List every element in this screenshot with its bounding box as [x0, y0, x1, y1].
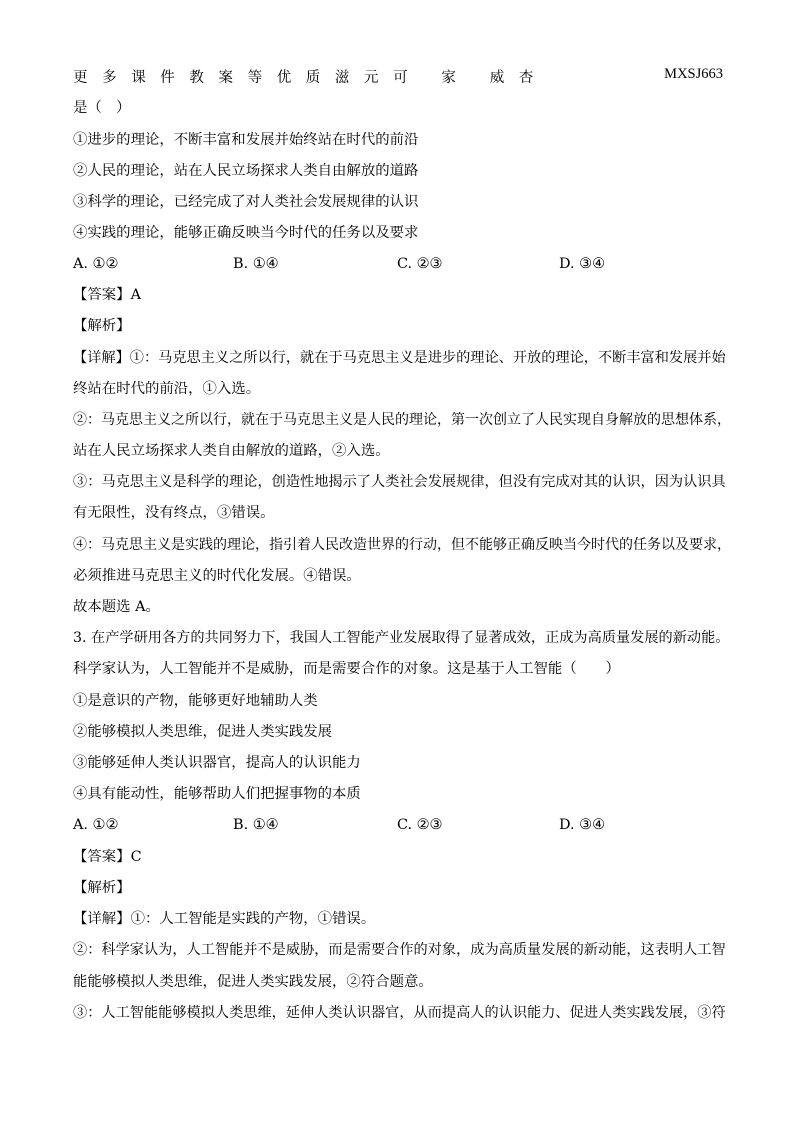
- header-code: MXSJ663: [664, 66, 723, 82]
- page-header: [73, 66, 723, 86]
- q3-detail-line-3: 能能够模拟人类思维，促进人类实践发展，②符合题意。: [73, 974, 433, 990]
- q2-option-d: D. ③④: [559, 256, 605, 272]
- q3-option-d: D. ③④: [559, 817, 605, 833]
- q2-item-4: ④实践的理论，能够正确反映当今时代的任务以及要求: [73, 225, 419, 241]
- q3-options: [73, 815, 733, 835]
- q2-item-3: ③科学的理论，已经完成了对人类社会发展规律的认识: [73, 194, 419, 210]
- q2-options: [73, 254, 733, 274]
- q2-item-2: ②人民的理论，站在人民立场探求人类自由解放的道路: [73, 163, 419, 179]
- q3-option-a: A. ①②: [73, 817, 119, 833]
- q2-detail-line-4: 站在人民立场探求人类自由解放的道路，②入选。: [73, 443, 390, 459]
- q2-conclusion: 故本题选 A。: [73, 599, 160, 615]
- q2-detail-line-5: ③：马克思主义是科学的理论，创造性地揭示了人类社会发展规律，但没有完成对其的认识，因为认识具: [73, 474, 726, 490]
- q2-option-a: A. ①②: [73, 256, 119, 272]
- q3-item-1: ①是意识的产物，能够更好地辅助人类: [73, 693, 318, 709]
- q3-detail-line-1: 【详解】①：人工智能是实践的产物，①错误。: [73, 911, 376, 927]
- q3-stem-line-1: 3. 在产学研用各方的共同努力下，我国人工智能产业发展取得了显著成效，正成为高质量发展的新动能。: [73, 630, 730, 646]
- q2-item-1: ①进步的理论，不断丰富和发展并始终站在时代的前沿: [73, 132, 419, 148]
- q2-detail-line-8: 必须推进马克思主义的时代化发展。④错误。: [73, 568, 361, 584]
- q2-analysis-heading: 【解析】: [73, 318, 131, 334]
- q2-option-c: C. ②③: [397, 256, 443, 272]
- q3-option-c: C. ②③: [397, 817, 443, 833]
- q3-detail-line-2: ②：科学家认为，人工智能并不是威胁，而是需要合作的对象，成为高质量发展的新动能，这表明人工智: [73, 942, 726, 958]
- q3-stem-line-2: 科学家认为，人工智能并不是威胁，而是需要合作的对象。这是基于人工智能（ ）: [73, 661, 620, 677]
- q2-answer: 【答案】A: [73, 287, 141, 303]
- q2-option-b: B. ①④: [233, 256, 279, 272]
- q2-detail-line-3: ②：马克思主义之所以行，就在于马克思主义是人民的理论，第一次创立了人民实现自身解放的思想体系，: [73, 412, 731, 428]
- q3-answer: 【答案】C: [73, 849, 142, 865]
- q2-stem-tail: 是（ ）: [73, 100, 131, 116]
- q2-detail-line-6: 有无限性，没有终点，③错误。: [73, 505, 275, 521]
- q3-item-4: ④具有能动性，能够帮助人们把握事物的本质: [73, 786, 361, 802]
- q2-detail-line-2: 终站在时代的前沿，①入选。: [73, 381, 261, 397]
- q3-item-3: ③能够延伸人类认识器官，提高人的认识能力: [73, 755, 361, 771]
- q2-detail-line-1: 【详解】①：马克思主义之所以行，就在于马克思主义是进步的理论、开放的理论，不断丰富和发展并始: [73, 350, 726, 366]
- header-watermark-text: 更多课件教案等优质滋元可 家 威杏: [73, 70, 548, 86]
- q3-analysis-heading: 【解析】: [73, 880, 131, 896]
- q3-detail-line-4: ③：人工智能能够模拟人类思维，延伸人类认识器官，从而提高人的认识能力、促进人类实践发展，③符: [73, 1005, 726, 1021]
- q3-option-b: B. ①④: [233, 817, 279, 833]
- q2-detail-line-7: ④：马克思主义是实践的理论，指引着人民改造世界的行动，但不能够正确反映当今时代的任务以及要求，: [73, 537, 731, 553]
- q3-item-2: ②能够模拟人类思维，促进人类实践发展: [73, 724, 333, 740]
